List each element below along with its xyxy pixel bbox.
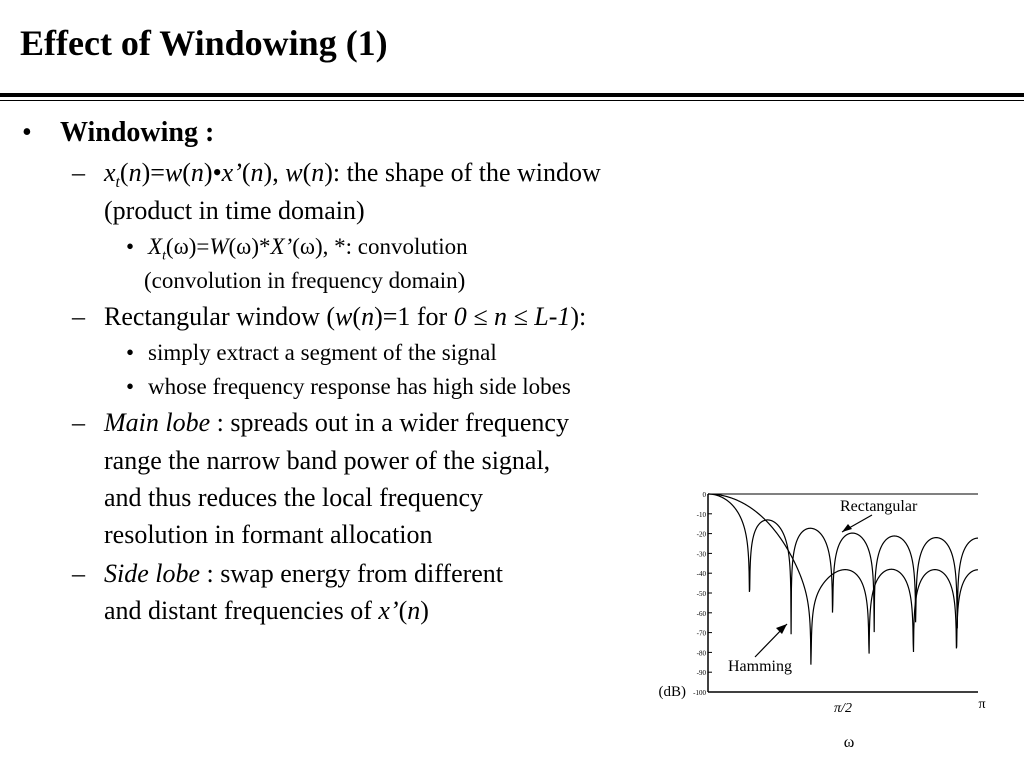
symbol-w: w — [285, 158, 303, 187]
symbol-n: n — [250, 158, 264, 187]
symbol-n: n — [361, 302, 375, 331]
text-p2: (ω)* — [228, 234, 271, 259]
mainlobe-line2: range the narrow band power of the signal, — [104, 446, 551, 475]
symbol-xprime: x’ — [378, 596, 399, 625]
symbol-W: W — [209, 234, 229, 259]
slide-title: Effect of Windowing (1) — [20, 23, 388, 63]
y-tick-label: -10 — [696, 510, 706, 519]
text-dot: )• — [203, 158, 222, 187]
bullet-label: Windowing : — [60, 117, 215, 148]
subscript-t: t — [115, 174, 120, 192]
dash-marker: – — [72, 302, 85, 331]
y-tick-label: -90 — [696, 669, 706, 678]
y-tick-label: -100 — [693, 689, 706, 697]
conv-line2: (convolution in frequency domain) — [144, 268, 466, 293]
annotation-rectangular: Rectangular — [840, 498, 918, 515]
x-axis-label: ω — [843, 734, 855, 751]
y-tick-label: -40 — [696, 570, 706, 579]
bullet-marker: • — [22, 117, 32, 148]
product-formula: $x_t(n)=w(n)•x’(n)$, w(n): the shape of the window — [104, 158, 601, 192]
y-tick-label: -20 — [696, 530, 706, 539]
mainlobe-line4: resolution in formant allocation — [104, 520, 433, 549]
y-tick-label: -70 — [696, 629, 706, 638]
subscript-t: t — [162, 247, 166, 263]
extract-text: simply extract a segment of the signal — [148, 340, 497, 365]
product-line2: (product in time domain) — [104, 196, 365, 225]
annotation-arrowhead-hamming — [776, 624, 787, 634]
sidelobes-text: whose frequency response has high side lobes — [148, 374, 571, 399]
dash-marker: – — [72, 158, 85, 187]
sidelobe-line2: and distant frequencies of x’(n) — [104, 596, 429, 625]
symbol-xprime: x’ — [221, 158, 242, 187]
rect-text: Rectangular window (w(n)=1 for 0 ≤ n ≤ L-1): — [104, 302, 587, 331]
annotation-arrowhead-rectangular — [842, 524, 852, 532]
mainlobe-line3: and thus reduces the local frequency — [104, 483, 484, 512]
text-line2a: and distant frequencies of — [104, 596, 379, 625]
y-tick-label: -80 — [696, 649, 706, 658]
bullet-marker: • — [126, 374, 135, 399]
symbol-w: w — [164, 158, 183, 187]
text-b: )=1 for — [374, 302, 454, 331]
text-a: Rectangular window ( — [104, 302, 336, 331]
term-mainlobe: Main lobe — [104, 408, 211, 437]
series-rectangular — [708, 494, 978, 634]
bullet-marker: • — [126, 234, 135, 259]
y-axis-label: (dB) — [658, 684, 686, 700]
dash-marker: – — [72, 559, 85, 588]
y-tick-label: -50 — [696, 590, 706, 598]
symbol-x: x — [104, 158, 116, 187]
text-rest: : swap energy from different — [200, 559, 504, 588]
text-rest: : spreads out in a wider frequency — [210, 408, 569, 437]
text-comma: ), — [263, 158, 286, 187]
bullet-marker: • — [126, 340, 135, 365]
y-tick-label: -60 — [696, 609, 706, 618]
x-tick-label: π/2 — [834, 701, 852, 716]
symbol-n: n — [128, 158, 142, 187]
text-p3: (ω), *: convolution — [292, 234, 468, 259]
symbol-n: n — [311, 158, 325, 187]
text-shape: ): the shape of the window — [324, 158, 601, 187]
annotation-hamming: Hamming — [728, 658, 792, 675]
symbol-n: n — [190, 158, 204, 187]
range-expr: 0 ≤ n ≤ L-1 — [453, 302, 571, 331]
x-tick-label: π — [978, 697, 986, 712]
symbol-n: n — [407, 596, 421, 625]
series-hamming — [708, 494, 978, 665]
symbol-Xprime: X’ — [270, 234, 293, 259]
y-tick-label: -30 — [696, 550, 706, 559]
symbol-X: X — [148, 234, 163, 259]
symbol-w: w — [335, 302, 353, 331]
dash-marker: – — [72, 408, 85, 437]
y-tick-label: 0 — [702, 491, 706, 499]
text-eq: )= — [141, 158, 165, 187]
text-c: ): — [570, 302, 587, 331]
term-sidelobe: Side lobe — [104, 559, 201, 588]
text-p1: (ω)= — [165, 234, 210, 259]
